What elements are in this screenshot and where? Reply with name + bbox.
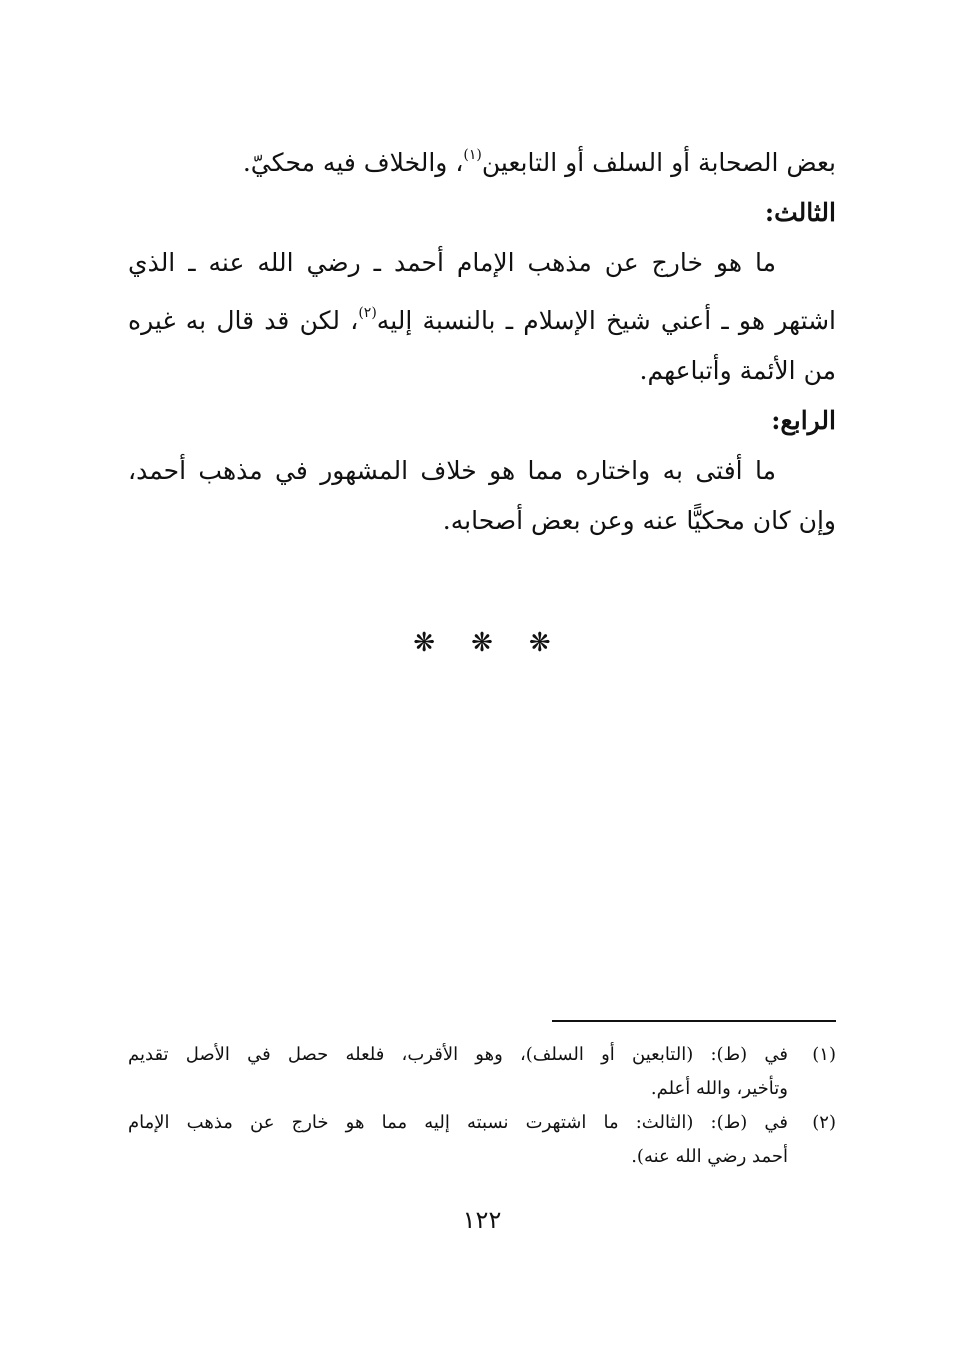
footnote-1 (128, 1038, 836, 1106)
paragraph-2-end (128, 130, 836, 188)
footnote-line: في (ط): (التابعين أو السلف)، وهو الأقرب، فلعله حصل في الأصل تقديم (128, 1044, 788, 1065)
footnote-line: في (ط): (الثالث: ما اشتهرت نسبته إليه مما هو خارج عن مذهب الإمام (128, 1112, 788, 1133)
footnote-number: (١) (812, 1044, 836, 1065)
heading-third: الثالث: (764, 198, 836, 227)
footnote-ref-1[interactable]: (١) (463, 147, 482, 163)
text-span: اشتهر هو ـ أعني شيخ الإسلام ـ بالنسبة إليه (376, 306, 836, 335)
text-span: ، لكن قد قال به غيره (128, 306, 359, 335)
footnote-text (128, 1038, 788, 1106)
footnote-text (128, 1106, 788, 1174)
footnote-ref-2[interactable]: (٢) (358, 305, 377, 321)
footnote-divider (552, 1020, 836, 1022)
star-ornament-icon: ❋ (471, 628, 493, 658)
paragraph-third-line-1: ما هو خارج عن مذهب الإمام أحمد ـ رضي الله عنه ـ الذي (128, 248, 776, 277)
text-span: ، والخلاف فيه محكيّ. (242, 148, 464, 177)
footnotes (128, 1038, 836, 1174)
paragraph-third-line-3: من الأئمة وأتباعهم. (639, 356, 836, 385)
paragraph-fourth-line-1: ما أفتى به واختاره مما هو خلاف المشهور في مذهب أحمد، (128, 456, 776, 485)
footnote-line: وتأخير، والله أعلم. (650, 1078, 788, 1099)
section-separator (0, 628, 964, 658)
footnote-line: أحمد رضي الله عنه). (631, 1146, 788, 1167)
star-ornament-icon: ❋ (528, 628, 551, 658)
main-text (128, 130, 836, 546)
footnote-number: (٢) (812, 1112, 836, 1133)
page-number: ١٢٢ (462, 1206, 502, 1234)
heading-fourth: الرابع: (771, 406, 836, 435)
paragraph-fourth-line-2: وإن كان محكيًّا عنه وعن بعض أصحابه. (442, 506, 836, 535)
text-span: بعض الصحابة أو السلف أو التابعين (481, 148, 836, 177)
paragraph-third-line-2 (128, 288, 836, 346)
footnote-2 (128, 1106, 836, 1174)
star-ornament-icon: ❋ (413, 628, 436, 658)
